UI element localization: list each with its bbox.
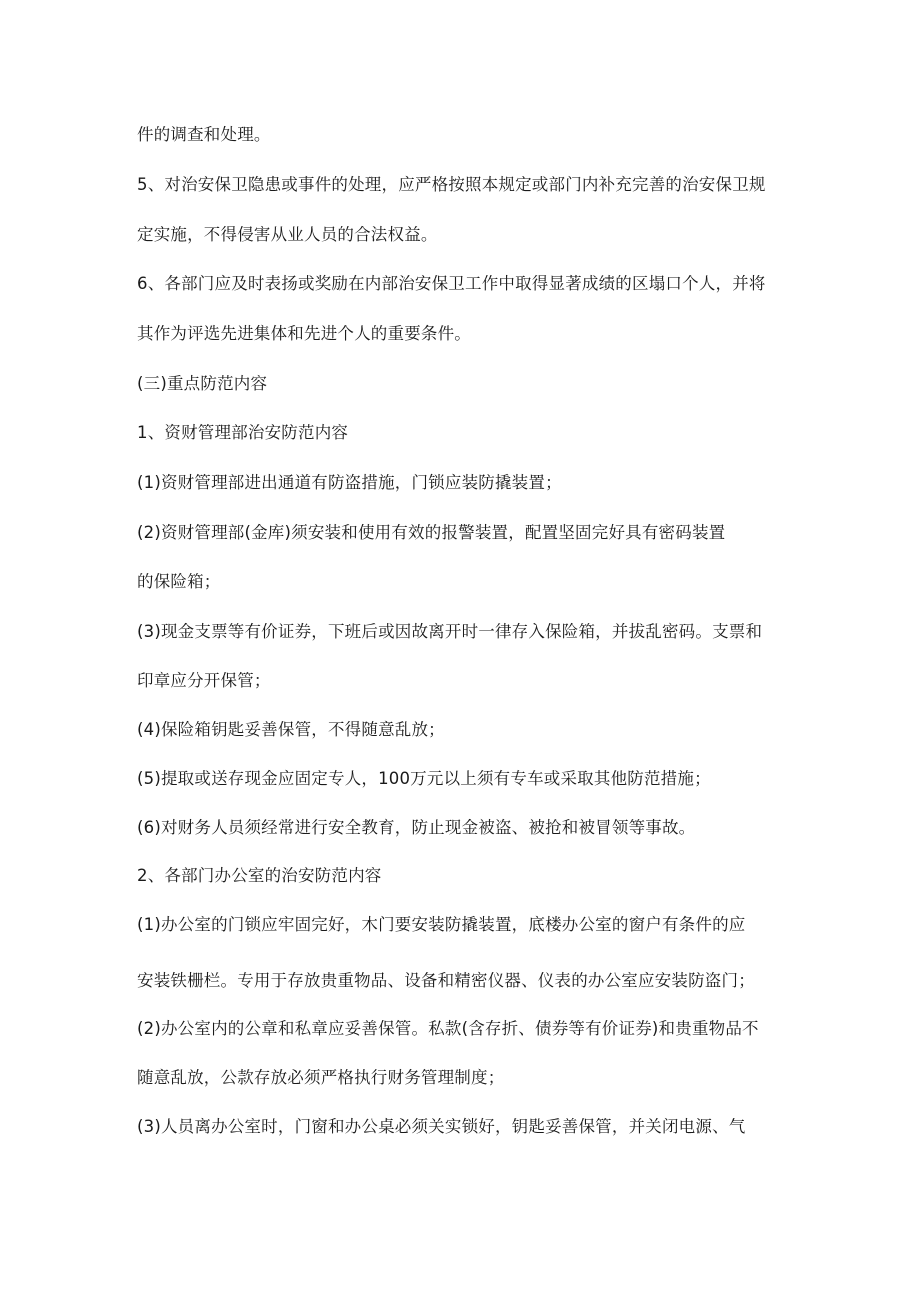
list-item: (2)办公室内的公章和私章应妥善保管。私款(含存折、债券等有价证券)和贵重物品不 <box>137 1019 759 1038</box>
paragraph-line: 定实施，不得侵害从业人员的合法权益。 <box>137 225 438 244</box>
list-item: (1)资财管理部进出通道有防盗措施，门锁应装防撬装置； <box>137 473 562 492</box>
list-item-continuation: 安装铁栅栏。专用于存放贵重物品、设备和精密仪器、仪表的办公室应安装防盗门； <box>137 971 755 990</box>
list-item: (4)保险箱钥匙妥善保管，不得随意乱放； <box>137 720 445 739</box>
list-item: (3)现金支票等有价证券，下班后或因故离开时一律存入保险箱，并拔乱密码。支票和 <box>137 622 763 641</box>
section-heading: (三)重点防范内容 <box>137 374 268 393</box>
paragraph-line: 其作为评选先进集体和先进个人的重要条件。 <box>137 324 471 343</box>
list-item-continuation: 随意乱放，公款存放必须严格执行财务管理制度； <box>137 1068 505 1087</box>
list-item: (3)人员离办公室时，门窗和办公桌必须关实锁好，钥匙妥善保管，并关闭电源、气 <box>137 1117 746 1136</box>
paragraph-line: 6、各部门应及时表扬或奖励在内部治安保卫工作中取得显著成绩的区塌口个人，并将 <box>137 274 766 293</box>
subsection-heading: 1、资财管理部治安防范内容 <box>137 423 349 442</box>
list-item: (6)对财务人员须经常进行安全教育，防止现金被盗、被抢和被冒领等事故。 <box>137 818 696 837</box>
list-item-continuation: 印章应分开保管； <box>137 671 271 690</box>
paragraph-line: 件的调查和处理。 <box>137 125 271 144</box>
list-item-continuation: 的保险箱； <box>137 572 221 591</box>
subsection-heading: 2、各部门办公室的治安防范内容 <box>137 866 382 885</box>
list-item: (5)提取或送存现金应固定专人，100万元以上须有专车或采取其他防范措施； <box>137 769 711 788</box>
paragraph-line: 5、对治安保卫隐患或事件的处理，应严格按照本规定或部门内补充完善的治安保卫规 <box>137 175 766 194</box>
list-item: (2)资财管理部(金库)须安装和使用有效的报警装置，配置坚固完好具有密码装置 <box>137 523 726 542</box>
list-item: (1)办公室的门锁应牢固完好，木门要安装防撬装置，底楼办公室的窗户有条件的应 <box>137 915 746 934</box>
